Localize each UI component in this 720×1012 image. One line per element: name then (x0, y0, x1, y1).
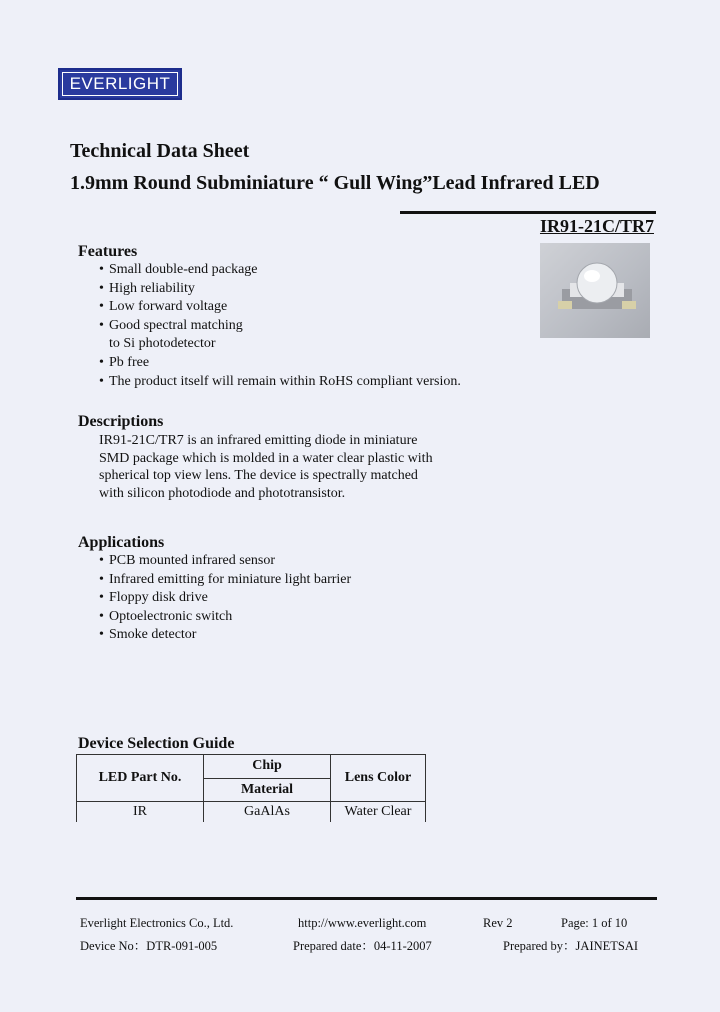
list-item: to Si photodetector (109, 336, 216, 352)
list-item: • Pb free (99, 354, 150, 370)
description-line: IR91-21C/TR7 is an infrared emitting diode in miniature (99, 433, 418, 448)
device-selection-table (76, 754, 426, 822)
header-lens-color: Lens Color (331, 755, 426, 802)
footer-prepared-by: Prepared by：JAINETSAI (503, 939, 639, 953)
header-chip: Chip (204, 755, 331, 779)
list-item: • The product itself will remain within RoHS compliant version. (99, 373, 461, 389)
list-item: • Small double-end package (99, 262, 258, 277)
footer-prepared-date: Prepared date：04-11-2007 (293, 939, 432, 953)
list-item: • High reliability (99, 280, 195, 296)
features-heading: Features (78, 243, 138, 260)
header-led-part-no: LED Part No. (77, 755, 204, 802)
cell-part: IR (77, 802, 204, 823)
logo-text: EVERLIGHT (62, 72, 178, 96)
features-list (99, 261, 461, 391)
part-number: IR91-21C/TR7 (539, 216, 654, 236)
list-item: • Optoelectronic switch (99, 608, 233, 624)
descriptions-heading: Descriptions (78, 413, 164, 430)
footer-page: Page: 1 of 10 (561, 916, 628, 930)
header-rule (400, 211, 656, 214)
descriptions-body (99, 432, 433, 502)
cell-material: GaAlAs (204, 802, 331, 823)
selection-guide-heading: Device Selection Guide (78, 735, 235, 752)
product-photo (540, 243, 650, 338)
applications-list (99, 552, 351, 645)
list-item: • Infrared emitting for miniature light barrier (99, 571, 352, 587)
description-line: spherical top view lens. The device is spectrally matched (99, 468, 418, 483)
list-item: • Smoke detector (99, 627, 197, 643)
description-line: with silicon photodiode and phototransistor. (99, 485, 346, 501)
list-item: • Floppy disk drive (99, 590, 208, 606)
footer-device-no: Device No：DTR-091-005 (80, 939, 218, 953)
header-material: Material (204, 778, 331, 802)
footer-url[interactable]: http://www.everlight.com (298, 916, 427, 930)
applications-heading: Applications (78, 534, 165, 551)
footer-rev: Rev 2 (483, 916, 513, 930)
everlight-logo (58, 68, 182, 100)
list-item: • PCB mounted infrared sensor (99, 553, 276, 568)
product-title: 1.9mm Round Subminiature “ Gull Wing”Lead Infrared LED (70, 172, 600, 194)
led-image (540, 243, 650, 338)
table-row (77, 802, 426, 823)
footer-company: Everlight Electronics Co., Ltd. (80, 916, 234, 930)
cell-lens: Water Clear (331, 802, 426, 823)
list-item: • Low forward voltage (99, 299, 228, 315)
list-item: • Good spectral matching (99, 317, 243, 333)
footer-rule (76, 897, 657, 900)
document-title: Technical Data Sheet (70, 140, 250, 162)
description-line: SMD package which is molded in a water clear plastic with (99, 450, 433, 466)
